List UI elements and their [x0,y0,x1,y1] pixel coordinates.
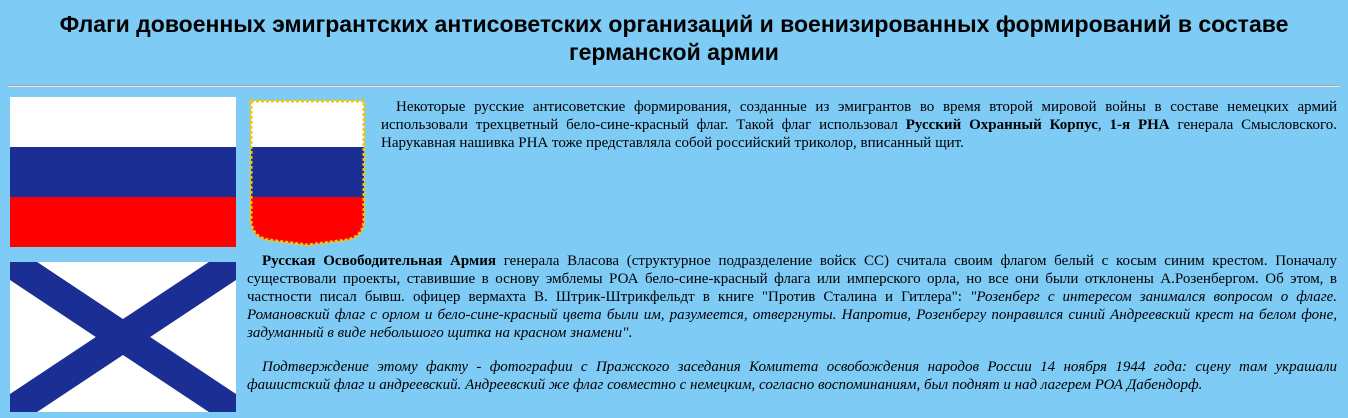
russian-tricolor-flag-image [10,97,236,247]
flag-red-stripe [10,197,236,247]
flag-blue-stripe [10,147,236,197]
russian-guard-corps-name: Русский Охранный Корпус [905,117,1098,133]
flag-white-stripe [10,97,236,147]
rna-name: 1-я РНА [1109,117,1170,133]
paragraph-tricolor: Некоторые русские антисоветские формирования, созданные из эмигрантов во время второй мировой войны в составе немецких армий использовали трехцветный бело-сине-красный флаг. Такой флаг использовал Русский Охранный Корпус, 1-я РНА генерала Смысловского. Нарукавная нашивка РНА тоже представляла собой российский триколор, вписанный щит. [381,99,1338,151]
paragraph-roa: Русская Освободительная Армия генерала Власова (структурное подразделение войск СС) считала своим флагом белый с косым синим крестом. Поначалу существовали проекты, ставившие в основу эмблемы РОА бело-сине-красный флага или имперского орла, но все они были отклонены А.Розенбергом. Об этом, в частности писал бывш. офицер вермахта В. Штрик-Штрикфельдт в книге "Против Сталина и Гитлера": "Розенберг с интересом занимался вопросом о флаге. Романовский флаг с орлом и бело-сине-красный цвета были им, разумеется, отвергнуты. Напротив, Розенбергу понравился синий Андреевский крест на белом фоне, задуманный в виде небольшого щитка на красном знамени". [247,253,1338,341]
rosenberg-quote: "Розенберг с интересом занимался вопросом о флаге. Романовский флаг с орлом и бело-сине-красный цвета были им, разумеется, отвергнуты. Напротив, Розенбергу понравился синий Андреевский крест на белом фоне, задуманный в виде небольшого щитка на красном знамени" [247,289,1338,341]
roa-shield-patch-image [247,97,368,247]
horizontal-divider [8,85,1340,87]
page-title: Флаги довоенных эмигрантских антисоветских организаций и военизированных формирований в составе германской армии [59,11,1289,65]
paragraph-confirmation: Подтверждение этому факту - фотографии с Пражского заседания Комитета освобождения народов России 14 ноября 1944 года: сцену там украшали фашистский флаг и андреевский. Андреевский же флаг совместно с немецким, согласно воспоминаниям, был поднят и над лагерем РОА Дабендорф. [247,359,1337,393]
andreevsky-flag-image [10,262,236,412]
roa-name: Русская Освободительная Армия [262,253,496,269]
